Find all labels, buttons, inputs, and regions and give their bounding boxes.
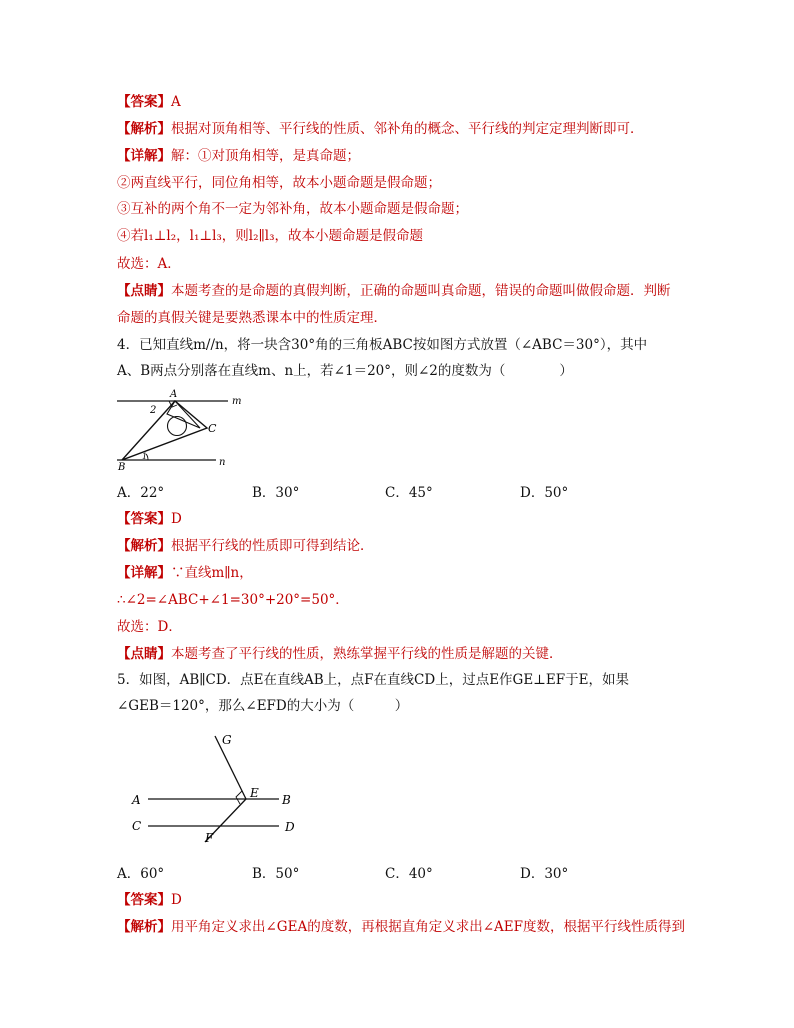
q5-answer-line: [117, 890, 182, 910]
label-d: D: [285, 820, 295, 834]
label-angle-2: 2: [150, 405, 157, 416]
q4-option-a[interactable]: A．22°: [117, 485, 165, 501]
answer-tag: 【答案】: [117, 892, 171, 908]
q4-figure: [112, 386, 242, 472]
label-c: C: [208, 422, 217, 435]
answer-value: A: [171, 94, 181, 110]
q5-stem-line-1: 5．如图，AB∥CD．点E在直线AB上，点F在直线CD上，过点E作GE⊥EF于E，如果: [117, 672, 629, 688]
q5-stem-line-2: ∠GEB＝120°，那么∠EFD的大小为（ ）: [117, 698, 409, 714]
q5-option-a[interactable]: A．60°: [117, 866, 165, 882]
label-f: F: [205, 831, 214, 845]
q4-comment-line: [117, 644, 563, 664]
q3-detail-line-3: ③互补的两个角不一定为邻补角，故本小题命题是假命题；: [117, 201, 468, 217]
answer-value: D: [171, 892, 182, 908]
q3-comment-line: [117, 281, 671, 301]
detail-tag: 【详解】: [117, 565, 171, 581]
detail-tag: 【详解】: [117, 148, 171, 164]
label-m: m: [232, 396, 242, 407]
q4-analysis-line: [117, 536, 374, 556]
q4-option-b[interactable]: B．30°: [252, 485, 300, 501]
detail-text: ∵直线m∥n，: [171, 565, 253, 581]
q4-detail-line: [117, 563, 253, 583]
comment-text: 本题考查的是命题的真假判断，正确的命题叫真命题，错误的命题叫做假命题．判断: [171, 283, 671, 299]
comment-tag: 【点睛】: [117, 283, 171, 299]
q3-detail-line-4: ④若l₁⊥l₂，l₁⊥l₃，则l₂∥l₃，故本小题命题是假命题: [117, 228, 424, 244]
q4-answer-line: [117, 509, 182, 529]
analysis-text: 根据对顶角相等、平行线的性质、邻补角的概念、平行线的判定定理判断即可．: [171, 121, 644, 137]
answer-tag: 【答案】: [117, 94, 171, 110]
label-c: C: [132, 819, 142, 833]
label-a: A: [132, 793, 141, 807]
q5-analysis-line: [117, 917, 685, 937]
label-e: E: [250, 786, 259, 800]
q4-choose-line: 故选：D．: [117, 619, 182, 635]
analysis-tag: 【解析】: [117, 121, 171, 137]
analysis-tag: 【解析】: [117, 538, 171, 554]
q5-option-d[interactable]: D．30°: [520, 866, 569, 882]
answer-value: D: [171, 511, 182, 527]
comment-tag: 【点睛】: [117, 646, 171, 662]
q3-detail-line: [117, 146, 360, 166]
q5-option-c[interactable]: C．40°: [385, 866, 433, 882]
label-angle-1: 1: [142, 452, 148, 461]
label-g: G: [222, 733, 232, 747]
label-b: B: [282, 793, 291, 807]
q4-detail-line-2: ∴∠2=∠ABC+∠1=30°+20°=50°．: [117, 592, 349, 608]
q4-stem-line-2: A、B两点分别落在直线m、n上，若∠1＝20°，则∠2的度数为（ ）: [117, 363, 573, 379]
comment-text: 本题考查了平行线的性质，熟练掌握平行线的性质是解题的关键．: [171, 646, 563, 662]
q3-comment-line-2: 命题的真假关键是要熟悉课本中的性质定理．: [117, 310, 387, 326]
analysis-text: 用平角定义求出∠GEA的度数，再根据直角定义求出∠AEF度数，根据平行线性质得到: [171, 919, 685, 935]
q5-option-b[interactable]: B．50°: [252, 866, 300, 882]
q3-choose-line: 故选：A．: [117, 256, 181, 272]
label-b: B: [118, 462, 126, 472]
answer-tag: 【答案】: [117, 511, 171, 527]
q4-stem-line-1: 4．已知直线m//n，将一块含30°角的三角板ABC按如图方式放置（∠ABC＝30°），其中: [117, 337, 648, 353]
q3-answer-line: [117, 92, 181, 112]
label-n: n: [219, 457, 226, 468]
label-a: A: [170, 389, 178, 400]
analysis-tag: 【解析】: [117, 919, 171, 935]
detail-text: 解：①对顶角相等，是真命题；: [171, 148, 360, 164]
q4-option-c[interactable]: C．45°: [385, 485, 433, 501]
q4-option-d[interactable]: D．50°: [520, 485, 569, 501]
q5-figure: [126, 730, 306, 845]
q3-analysis-line: [117, 119, 644, 139]
analysis-text: 根据平行线的性质即可得到结论．: [171, 538, 374, 554]
q3-detail-line-2: ②两直线平行，同位角相等，故本小题命题是假命题；: [117, 175, 441, 191]
